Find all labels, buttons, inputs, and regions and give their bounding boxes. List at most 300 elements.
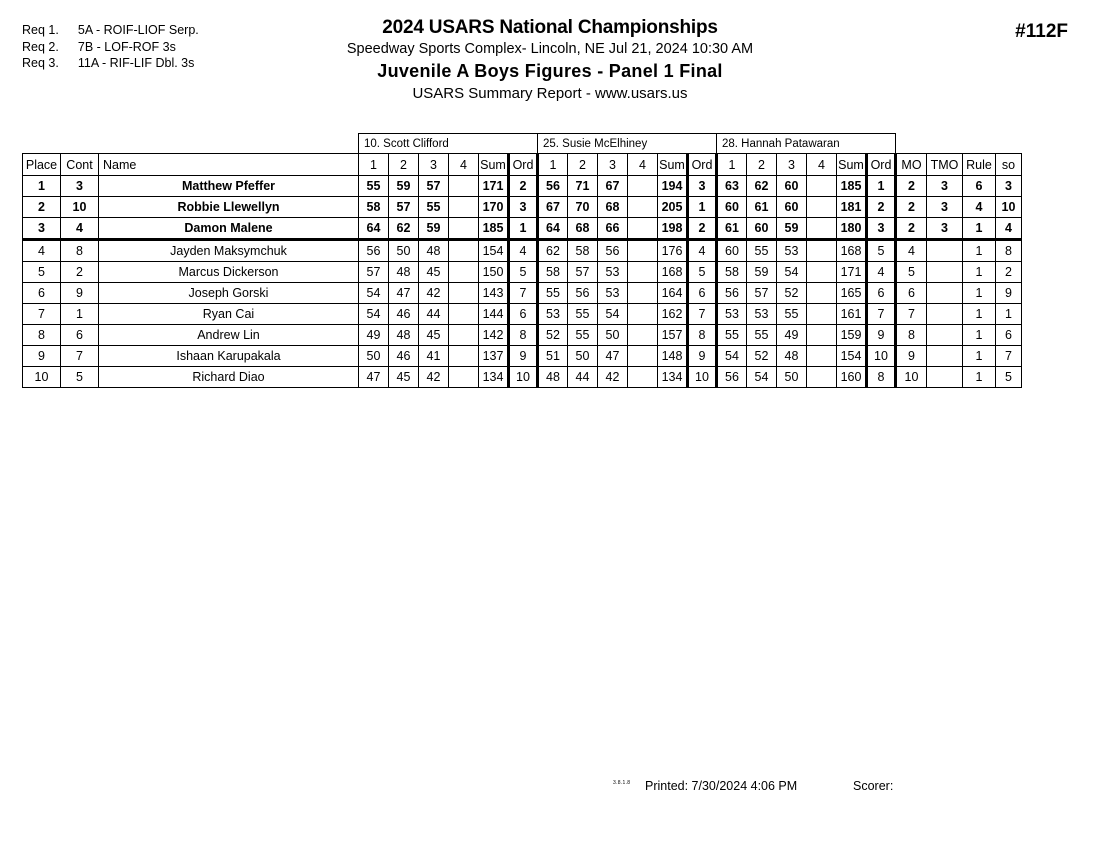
- cell-judge3-fig4: [807, 325, 837, 346]
- cell-tmo: 3: [927, 197, 963, 218]
- cell-judge2-fig1: 55: [538, 283, 568, 304]
- cell-judge1-ord: 10: [509, 367, 538, 388]
- cell-judge1-sum: 144: [479, 304, 509, 325]
- judge-3-name: 28. Hannah Patawaran: [717, 134, 896, 154]
- col-header-so: so: [996, 154, 1022, 176]
- cell-judge1-sum: 150: [479, 262, 509, 283]
- col-header-j2-ord: Ord: [688, 154, 717, 176]
- cell-judge2-sum: 157: [658, 325, 688, 346]
- cell-judge3-sum: 168: [837, 240, 867, 262]
- cell-judge2-fig2: 55: [568, 325, 598, 346]
- results-table: [22, 133, 1022, 388]
- cell-cont: 10: [61, 197, 99, 218]
- cell-judge2-fig1: 48: [538, 367, 568, 388]
- cell-rule: 1: [963, 240, 996, 262]
- cell-tmo: [927, 325, 963, 346]
- cell-judge2-fig4: [628, 240, 658, 262]
- cell-judge1-fig3: 59: [419, 218, 449, 240]
- col-header-j2-sum: Sum: [658, 154, 688, 176]
- col-header-j3-ord: Ord: [867, 154, 896, 176]
- cell-judge1-fig1: 54: [359, 304, 389, 325]
- cell-judge2-fig2: 50: [568, 346, 598, 367]
- cell-judge2-fig2: 44: [568, 367, 598, 388]
- col-header-j2-fig3: 3: [598, 154, 628, 176]
- cell-judge3-fig2: 62: [747, 176, 777, 197]
- cell-so: 7: [996, 346, 1022, 367]
- cell-judge3-ord: 1: [867, 176, 896, 197]
- cell-tmo: [927, 346, 963, 367]
- cell-judge2-fig3: 50: [598, 325, 628, 346]
- cell-name: Andrew Lin: [99, 325, 359, 346]
- cell-judge2-sum: 194: [658, 176, 688, 197]
- cell-mo: 8: [896, 325, 927, 346]
- cell-judge1-fig1: 58: [359, 197, 389, 218]
- cell-judge2-fig3: 56: [598, 240, 628, 262]
- cell-judge3-fig4: [807, 218, 837, 240]
- spacer-cell: [23, 134, 61, 154]
- cell-judge1-fig3: 44: [419, 304, 449, 325]
- cell-rule: 1: [963, 346, 996, 367]
- cell-rule: 1: [963, 304, 996, 325]
- cell-name: Damon Malene: [99, 218, 359, 240]
- scorer-label: Scorer:: [853, 779, 894, 793]
- report-subtitle: USARS Summary Report - www.usars.us: [412, 85, 688, 102]
- cell-cont: 5: [61, 367, 99, 388]
- requirement-number: 1.: [48, 23, 59, 37]
- cell-judge1-fig4: [449, 240, 479, 262]
- cell-judge3-fig3: 49: [777, 325, 807, 346]
- cell-judge3-fig2: 53: [747, 304, 777, 325]
- cell-judge2-fig3: 42: [598, 367, 628, 388]
- cell-judge3-fig1: 60: [717, 197, 747, 218]
- cell-place: 6: [23, 283, 61, 304]
- cell-judge2-ord: 7: [688, 304, 717, 325]
- spacer-cell: [99, 134, 359, 154]
- cell-judge2-fig2: 71: [568, 176, 598, 197]
- spacer-cell: [927, 134, 963, 154]
- cell-name: Marcus Dickerson: [99, 262, 359, 283]
- cell-judge3-fig3: 50: [777, 367, 807, 388]
- cell-so: 6: [996, 325, 1022, 346]
- cell-judge2-fig4: [628, 325, 658, 346]
- col-header-j1-ord: Ord: [509, 154, 538, 176]
- table-row[interactable]: [23, 176, 1022, 197]
- cell-judge3-ord: 10: [867, 346, 896, 367]
- cell-judge1-fig1: 55: [359, 176, 389, 197]
- cell-judge3-fig4: [807, 240, 837, 262]
- cell-name: Ryan Cai: [99, 304, 359, 325]
- cell-judge1-fig3: 42: [419, 367, 449, 388]
- cell-judge3-fig4: [807, 262, 837, 283]
- cell-judge3-fig1: 53: [717, 304, 747, 325]
- cell-judge3-ord: 9: [867, 325, 896, 346]
- cell-judge1-fig4: [449, 197, 479, 218]
- cell-judge1-fig3: 42: [419, 283, 449, 304]
- cell-judge2-fig3: 53: [598, 283, 628, 304]
- col-header-rule: Rule: [963, 154, 996, 176]
- cell-judge1-ord: 4: [509, 240, 538, 262]
- cell-cont: 7: [61, 346, 99, 367]
- cell-rule: 1: [963, 218, 996, 240]
- venue-line: Speedway Sports Complex- Lincoln, NE Jul 21, 2024 10:30 AM: [346, 41, 754, 57]
- event-number: #112F: [1015, 21, 1068, 42]
- cell-judge1-fig2: 59: [389, 176, 419, 197]
- cell-so: 8: [996, 240, 1022, 262]
- cell-place: 8: [23, 325, 61, 346]
- cell-judge2-fig4: [628, 346, 658, 367]
- cell-judge1-sum: 171: [479, 176, 509, 197]
- cell-judge1-fig3: 41: [419, 346, 449, 367]
- cell-judge2-ord: 3: [688, 176, 717, 197]
- cell-place: 10: [23, 367, 61, 388]
- cell-judge1-sum: 137: [479, 346, 509, 367]
- cell-judge1-fig1: 49: [359, 325, 389, 346]
- page-title: 2024 USARS National Championships: [382, 17, 718, 38]
- cell-cont: 3: [61, 176, 99, 197]
- cell-mo: 2: [896, 176, 927, 197]
- table-row[interactable]: [23, 197, 1022, 218]
- cell-judge2-ord: 10: [688, 367, 717, 388]
- requirement-text: 11A - RIF-LIF Dbl. 3s: [77, 56, 195, 70]
- col-header-j3-sum: Sum: [837, 154, 867, 176]
- cell-judge3-fig3: 52: [777, 283, 807, 304]
- cell-judge2-ord: 5: [688, 262, 717, 283]
- requirement-number: 2.: [48, 39, 59, 54]
- col-header-j1-fig1: 1: [359, 154, 389, 176]
- cell-judge3-fig3: 54: [777, 262, 807, 283]
- table-row[interactable]: [23, 325, 1022, 346]
- cell-judge3-fig1: 56: [717, 367, 747, 388]
- cell-judge2-ord: 2: [688, 218, 717, 240]
- cell-name: Matthew Pfeffer: [99, 176, 359, 197]
- cell-judge2-fig3: 54: [598, 304, 628, 325]
- cell-judge2-fig4: [628, 218, 658, 240]
- cell-judge3-fig3: 48: [777, 346, 807, 367]
- table-row[interactable]: [23, 367, 1022, 388]
- cell-rule: 1: [963, 262, 996, 283]
- cell-tmo: [927, 283, 963, 304]
- cell-mo: 10: [896, 367, 927, 388]
- cell-judge1-sum: 185: [479, 218, 509, 240]
- cell-judge3-fig3: 60: [777, 197, 807, 218]
- judge-banner-row: [23, 134, 1022, 154]
- cell-judge3-ord: 3: [867, 218, 896, 240]
- cell-judge2-ord: 6: [688, 283, 717, 304]
- cell-judge2-ord: 9: [688, 346, 717, 367]
- cell-judge3-sum: 160: [837, 367, 867, 388]
- cell-judge1-fig3: 48: [419, 240, 449, 262]
- cell-so: 2: [996, 262, 1022, 283]
- cell-judge3-fig2: 60: [747, 218, 777, 240]
- cell-judge2-sum: 168: [658, 262, 688, 283]
- col-header-place: Place: [23, 154, 61, 176]
- cell-judge2-sum: 205: [658, 197, 688, 218]
- cell-judge1-fig3: 45: [419, 262, 449, 283]
- cell-judge2-sum: 162: [658, 304, 688, 325]
- cell-judge2-sum: 148: [658, 346, 688, 367]
- cell-cont: 2: [61, 262, 99, 283]
- cell-judge2-fig3: 67: [598, 176, 628, 197]
- cell-so: 3: [996, 176, 1022, 197]
- cell-judge3-fig4: [807, 346, 837, 367]
- cell-tmo: [927, 240, 963, 262]
- cell-judge1-ord: 9: [509, 346, 538, 367]
- spacer-cell: [963, 134, 996, 154]
- cell-judge2-ord: 1: [688, 197, 717, 218]
- cell-cont: 9: [61, 283, 99, 304]
- table-row[interactable]: [23, 240, 1022, 262]
- cell-judge3-sum: 159: [837, 325, 867, 346]
- cell-tmo: 3: [927, 176, 963, 197]
- table-row[interactable]: [23, 218, 1022, 240]
- cell-judge2-fig1: 52: [538, 325, 568, 346]
- cell-cont: 6: [61, 325, 99, 346]
- cell-judge1-fig4: [449, 218, 479, 240]
- cell-judge1-fig4: [449, 176, 479, 197]
- cell-judge2-fig4: [628, 197, 658, 218]
- cell-judge1-fig2: 46: [389, 346, 419, 367]
- cell-judge1-fig4: [449, 262, 479, 283]
- cell-judge2-fig1: 62: [538, 240, 568, 262]
- cell-tmo: [927, 262, 963, 283]
- cell-rule: 4: [963, 197, 996, 218]
- cell-judge1-fig1: 50: [359, 346, 389, 367]
- col-header-j2-fig2: 2: [568, 154, 598, 176]
- cell-judge1-ord: 8: [509, 325, 538, 346]
- cell-judge1-fig4: [449, 325, 479, 346]
- cell-judge3-fig3: 60: [777, 176, 807, 197]
- requirement-text: 5A - ROIF-LIOF Serp.: [77, 23, 199, 37]
- cell-tmo: [927, 367, 963, 388]
- cell-judge3-sum: 180: [837, 218, 867, 240]
- spacer-cell: [996, 134, 1022, 154]
- cell-judge3-fig2: 52: [747, 346, 777, 367]
- cell-judge2-fig1: 64: [538, 218, 568, 240]
- cell-judge3-fig2: 55: [747, 325, 777, 346]
- cell-judge2-sum: 134: [658, 367, 688, 388]
- page-title-block: [0, 16, 1100, 105]
- printed-timestamp: Printed: 7/30/2024 4:06 PM: [645, 779, 798, 793]
- cell-judge3-fig1: 56: [717, 283, 747, 304]
- cell-so: 1: [996, 304, 1022, 325]
- cell-judge3-sum: 165: [837, 283, 867, 304]
- cell-mo: 4: [896, 240, 927, 262]
- col-header-j1-fig2: 2: [389, 154, 419, 176]
- cell-judge2-fig4: [628, 176, 658, 197]
- results-sheet: [22, 133, 1022, 388]
- cell-judge3-fig2: 59: [747, 262, 777, 283]
- cell-judge1-sum: 134: [479, 367, 509, 388]
- cell-judge1-fig3: 57: [419, 176, 449, 197]
- cell-judge1-sum: 170: [479, 197, 509, 218]
- cell-judge2-sum: 176: [658, 240, 688, 262]
- cell-judge3-fig4: [807, 283, 837, 304]
- cell-judge1-fig4: [449, 304, 479, 325]
- cell-judge2-fig1: 67: [538, 197, 568, 218]
- cell-rule: 6: [963, 176, 996, 197]
- cell-rule: 1: [963, 367, 996, 388]
- cell-mo: 5: [896, 262, 927, 283]
- requirement-label: Req: [22, 39, 45, 54]
- spacer-cell: [61, 134, 99, 154]
- judge-2-name: 25. Susie McElhiney: [538, 134, 717, 154]
- cell-judge2-fig2: 57: [568, 262, 598, 283]
- cell-place: 7: [23, 304, 61, 325]
- cell-judge3-ord: 7: [867, 304, 896, 325]
- cell-judge3-ord: 8: [867, 367, 896, 388]
- spacer-cell: [896, 134, 927, 154]
- cell-judge2-sum: 164: [658, 283, 688, 304]
- cell-rule: 1: [963, 325, 996, 346]
- cell-judge3-fig4: [807, 304, 837, 325]
- cell-judge3-fig1: 54: [717, 346, 747, 367]
- col-header-j2-fig4: 4: [628, 154, 658, 176]
- cell-judge3-sum: 161: [837, 304, 867, 325]
- cell-so: 4: [996, 218, 1022, 240]
- cell-judge1-sum: 142: [479, 325, 509, 346]
- cell-judge3-fig1: 55: [717, 325, 747, 346]
- cell-mo: 6: [896, 283, 927, 304]
- requirement-label: Req: [22, 23, 45, 37]
- cell-judge1-fig2: 45: [389, 367, 419, 388]
- cell-judge3-fig3: 59: [777, 218, 807, 240]
- cell-judge3-fig3: 55: [777, 304, 807, 325]
- col-header-j1-fig4: 4: [449, 154, 479, 176]
- table-row[interactable]: [23, 262, 1022, 283]
- requirement-label: Req: [22, 56, 45, 70]
- cell-judge1-fig2: 48: [389, 325, 419, 346]
- judge-1-name: 10. Scott Clifford: [359, 134, 538, 154]
- cell-judge3-fig4: [807, 197, 837, 218]
- cell-name: Richard Diao: [99, 367, 359, 388]
- table-body: [23, 176, 1022, 388]
- col-header-j3-fig3: 3: [777, 154, 807, 176]
- cell-judge1-fig2: 62: [389, 218, 419, 240]
- cell-judge3-fig1: 63: [717, 176, 747, 197]
- table-header-row: [23, 154, 1022, 176]
- cell-judge2-fig1: 51: [538, 346, 568, 367]
- cell-name: Robbie Llewellyn: [99, 197, 359, 218]
- cell-judge2-fig2: 70: [568, 197, 598, 218]
- version-string: 3.8.1.8: [613, 780, 631, 786]
- cell-judge2-ord: 4: [688, 240, 717, 262]
- cell-name: Ishaan Karupakala: [99, 346, 359, 367]
- cell-judge1-ord: 6: [509, 304, 538, 325]
- requirement-text: 7B - LOF-ROF 3s: [77, 39, 176, 54]
- cell-judge2-fig2: 56: [568, 283, 598, 304]
- cell-judge1-fig1: 64: [359, 218, 389, 240]
- cell-so: 9: [996, 283, 1022, 304]
- cell-judge3-fig2: 61: [747, 197, 777, 218]
- cell-judge2-fig4: [628, 367, 658, 388]
- col-header-j2-fig1: 1: [538, 154, 568, 176]
- cell-judge2-ord: 8: [688, 325, 717, 346]
- cell-judge3-ord: 4: [867, 262, 896, 283]
- cell-tmo: 3: [927, 218, 963, 240]
- cell-judge3-fig2: 55: [747, 240, 777, 262]
- cell-judge3-sum: 171: [837, 262, 867, 283]
- cell-judge3-fig2: 57: [747, 283, 777, 304]
- cell-judge3-ord: 2: [867, 197, 896, 218]
- cell-tmo: [927, 304, 963, 325]
- cell-judge1-fig2: 46: [389, 304, 419, 325]
- cell-judge2-fig2: 68: [568, 218, 598, 240]
- cell-place: 3: [23, 218, 61, 240]
- cell-judge2-fig3: 68: [598, 197, 628, 218]
- col-header-tmo: TMO: [927, 154, 963, 176]
- cell-judge2-sum: 198: [658, 218, 688, 240]
- cell-so: 10: [996, 197, 1022, 218]
- cell-rule: 1: [963, 283, 996, 304]
- cell-mo: 9: [896, 346, 927, 367]
- cell-judge2-fig1: 53: [538, 304, 568, 325]
- cell-cont: 1: [61, 304, 99, 325]
- cell-judge1-ord: 3: [509, 197, 538, 218]
- event-title: Juvenile A Boys Figures - Panel 1 Final: [377, 61, 723, 81]
- cell-judge2-fig2: 55: [568, 304, 598, 325]
- cell-judge1-fig2: 47: [389, 283, 419, 304]
- cell-judge2-fig3: 53: [598, 262, 628, 283]
- cell-mo: 2: [896, 218, 927, 240]
- cell-judge1-fig4: [449, 367, 479, 388]
- table-row[interactable]: [23, 346, 1022, 367]
- cell-judge3-sum: 185: [837, 176, 867, 197]
- cell-judge1-ord: 5: [509, 262, 538, 283]
- col-header-name: Name: [99, 154, 359, 176]
- requirement-number: 3.: [48, 56, 59, 70]
- cell-judge3-sum: 181: [837, 197, 867, 218]
- cell-judge2-fig1: 58: [538, 262, 568, 283]
- cell-so: 5: [996, 367, 1022, 388]
- cell-judge3-fig1: 60: [717, 240, 747, 262]
- col-header-cont: Cont: [61, 154, 99, 176]
- cell-judge3-fig1: 58: [717, 262, 747, 283]
- cell-judge1-fig2: 57: [389, 197, 419, 218]
- cell-judge1-sum: 143: [479, 283, 509, 304]
- cell-judge2-fig4: [628, 304, 658, 325]
- cell-judge1-fig1: 56: [359, 240, 389, 262]
- cell-judge1-fig3: 55: [419, 197, 449, 218]
- cell-judge2-fig1: 56: [538, 176, 568, 197]
- cell-place: 4: [23, 240, 61, 262]
- cell-cont: 8: [61, 240, 99, 262]
- cell-judge3-fig2: 54: [747, 367, 777, 388]
- cell-judge1-fig1: 47: [359, 367, 389, 388]
- col-header-j3-fig4: 4: [807, 154, 837, 176]
- cell-judge2-fig4: [628, 262, 658, 283]
- cell-judge1-sum: 154: [479, 240, 509, 262]
- cell-place: 9: [23, 346, 61, 367]
- cell-judge1-fig4: [449, 283, 479, 304]
- col-header-j1-fig3: 3: [419, 154, 449, 176]
- table-row[interactable]: [23, 283, 1022, 304]
- cell-judge1-ord: 2: [509, 176, 538, 197]
- cell-cont: 4: [61, 218, 99, 240]
- cell-judge1-fig2: 48: [389, 262, 419, 283]
- cell-judge3-ord: 5: [867, 240, 896, 262]
- col-header-j3-fig1: 1: [717, 154, 747, 176]
- cell-mo: 2: [896, 197, 927, 218]
- cell-judge1-fig2: 50: [389, 240, 419, 262]
- col-header-j1-sum: Sum: [479, 154, 509, 176]
- table-row[interactable]: [23, 304, 1022, 325]
- cell-name: Joseph Gorski: [99, 283, 359, 304]
- col-header-j3-fig2: 2: [747, 154, 777, 176]
- cell-judge1-ord: 7: [509, 283, 538, 304]
- cell-judge1-fig1: 54: [359, 283, 389, 304]
- cell-judge3-sum: 154: [837, 346, 867, 367]
- cell-judge3-fig1: 61: [717, 218, 747, 240]
